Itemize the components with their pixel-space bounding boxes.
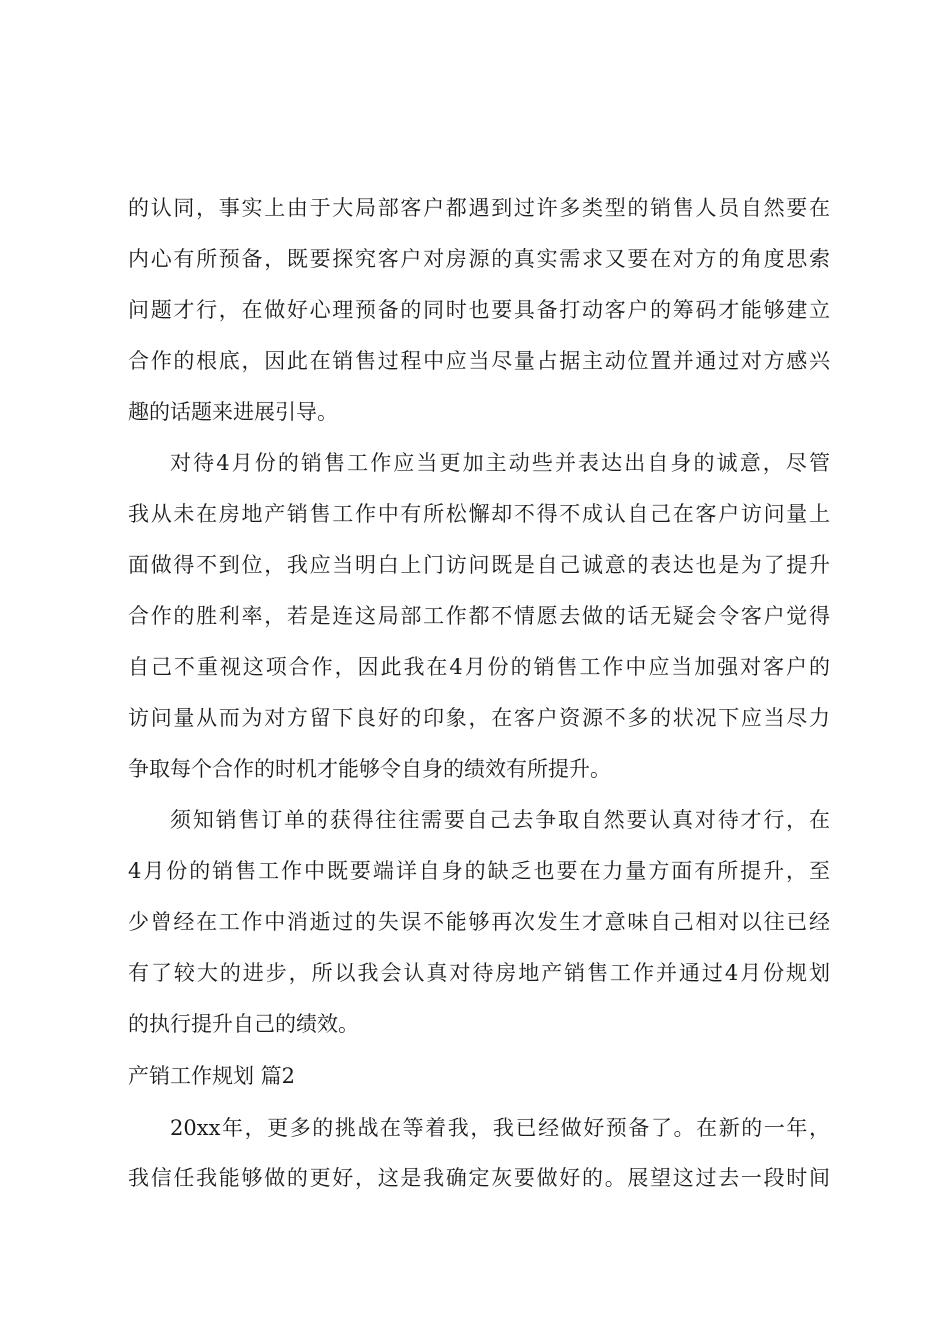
text-line: 合作的根底，因此在销售过程中应当尽量占据主动位置并通过对方感兴: [128, 349, 830, 373]
text-line: 对待4月份的销售工作应当更加主动些并表达出自身的诚意，尽管: [170, 451, 830, 475]
text-line: 20xx年，更多的挑战在等着我，我已经做好预备了。在新的一年，: [170, 1116, 830, 1140]
text-line: 访问量从而为对方留下良好的印象，在客户资源不多的状况下应当尽力: [128, 706, 830, 730]
text-line: 有了较大的进步，所以我会认真对待房地产销售工作并通过4月份规划: [128, 961, 830, 985]
text-line: 的执行提升自己的绩效。: [128, 1012, 359, 1036]
section-heading: 产销工作规划 篇2: [128, 1064, 296, 1088]
text-line: 问题才行，在做好心理预备的同时也要具备打动客户的筹码才能够建立: [128, 298, 830, 322]
text-line: 争取每个合作的时机才能够令自身的绩效有所提升。: [128, 757, 611, 781]
text-line: 我信任我能够做的更好，这是我确定灰要做好的。展望这过去一段时间: [128, 1166, 830, 1190]
text-line: 须知销售订单的获得往往需要自己去争取自然要认真对待才行，在: [170, 808, 830, 832]
text-line: 少曾经在工作中消逝过的失误不能够再次发生才意味自己相对以往已经: [128, 910, 830, 934]
text-line: 自己不重视这项合作，因此我在4月份的销售工作中应当加强对客户的: [128, 655, 830, 679]
text-line: 内心有所预备，既要探究客户对房源的真实需求又要在对方的角度思索: [128, 247, 830, 271]
text-line: 我从未在房地产销售工作中有所松懈却不得不成认自己在客户访问量上: [128, 502, 830, 526]
text-line: 面做得不到位，我应当明白上门访问既是自己诚意的表达也是为了提升: [128, 553, 830, 577]
text-line: 合作的胜利率，若是连这局部工作都不情愿去做的话无疑会令客户觉得: [128, 604, 830, 628]
text-line: 4月份的销售工作中既要端详自身的缺乏也要在力量方面有所提升，至: [128, 859, 830, 883]
text-line: 趣的话题来进展引导。: [128, 400, 338, 424]
text-line: 的认同，事实上由于大局部客户都遇到过许多类型的销售人员自然要在: [128, 196, 830, 220]
